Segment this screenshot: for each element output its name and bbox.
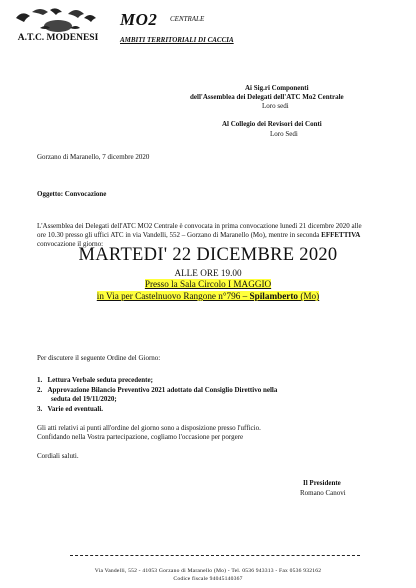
agenda-num: 3. — [37, 405, 43, 413]
recipient-line-2: dell'Assemblea dei Delegati dell'ATC Mo2 Centrale — [190, 93, 344, 101]
atc-logo — [10, 4, 106, 50]
header-title-suffix: CENTRALE — [170, 15, 205, 23]
closing-line-3: Cordiali saluti. — [37, 452, 79, 460]
recipient-line-4: Al Collegio dei Revisori dei Conti — [222, 120, 322, 128]
meeting-address-end: (Mo) — [298, 291, 320, 301]
atc-logo-graphic — [10, 4, 106, 50]
meeting-time: ALLE ORE 19.00 — [174, 268, 242, 278]
paragraph-text-before: L'Assemblea dei Delegati dell'ATC MO2 Centrale è convocata in prima convocazione lunedì 21 dicembre 2020 alle ore 10.30 presso gli uffici ATC in via Vandelli, 552 – Gorzano di Maranello (Mo), mentre in seconda — [37, 222, 362, 240]
agenda-item-1 — [37, 376, 153, 385]
signature-name: Romano Canovi — [300, 489, 346, 497]
agenda-item-2 — [37, 386, 277, 395]
meeting-venue-row — [0, 279, 416, 289]
meeting-address-bold: Spilamberto — [249, 291, 299, 301]
agenda-text: Approvazione Bilancio Preventivo 2021 adottato dal Consiglio Direttivo nella — [47, 386, 278, 394]
meeting-date: MARTEDI' 22 DICEMBRE 2020 — [78, 245, 338, 265]
place-date: Gorzano di Maranello, 7 dicembre 2020 — [37, 153, 150, 161]
agenda-intro: Per discutere il seguente Ordine del Giorno: — [37, 354, 161, 362]
paragraph-text-after: convocazione il giorno: — [37, 240, 104, 249]
meeting-venue: Presso la Sala Circolo I MAGGIO — [144, 279, 272, 289]
agenda-num: 2. — [37, 386, 43, 394]
footer-divider — [70, 555, 360, 556]
agenda-item-3 — [37, 405, 103, 414]
recipient-line-3: Loro sedi — [262, 102, 289, 110]
footer-address: Via Vandelli, 552 - 41053 Gorzano di Maranello (Mo) - Tel. 0536 943313 - Fax 0536 932162 — [94, 568, 322, 574]
header-title: MO2 — [120, 10, 158, 29]
agenda-num: 1. — [37, 376, 43, 384]
agenda-item-2-cont: seduta del 19/11/2020; — [51, 395, 117, 403]
agenda-text: Varie ed eventuali. — [47, 405, 104, 413]
header-subtitle: AMBITI TERRITORIALI DI CACCIA — [120, 36, 234, 44]
meeting-address-start: in Via per Castelnuovo Rangone n°796 – — [96, 291, 250, 301]
closing-line-1: Gli atti relativi ai punti all'ordine del giorno sono a disposizione presso l'ufficio. — [37, 424, 261, 432]
recipient-line-1: Ai Sig.ri Componenti — [245, 84, 309, 92]
closing-line-2: Confidando nella Vostra partecipazione, cogliamo l'occasione per porgere — [37, 433, 244, 441]
recipient-line-5: Loro Sedi — [270, 130, 298, 138]
agenda-text: Lettura Verbale seduta precedente; — [47, 376, 153, 384]
logo-text: A.T.C. MODENESI — [17, 33, 99, 43]
signature-role: Il Presidente — [303, 479, 341, 487]
footer-tax-code: Codice fiscale 94045140367 — [173, 576, 243, 582]
meeting-address — [97, 291, 319, 301]
paragraph-bold: EFFETTIVA — [321, 231, 361, 240]
meeting-address-row — [0, 291, 416, 301]
subject: Oggetto: Convocazione — [37, 190, 107, 198]
